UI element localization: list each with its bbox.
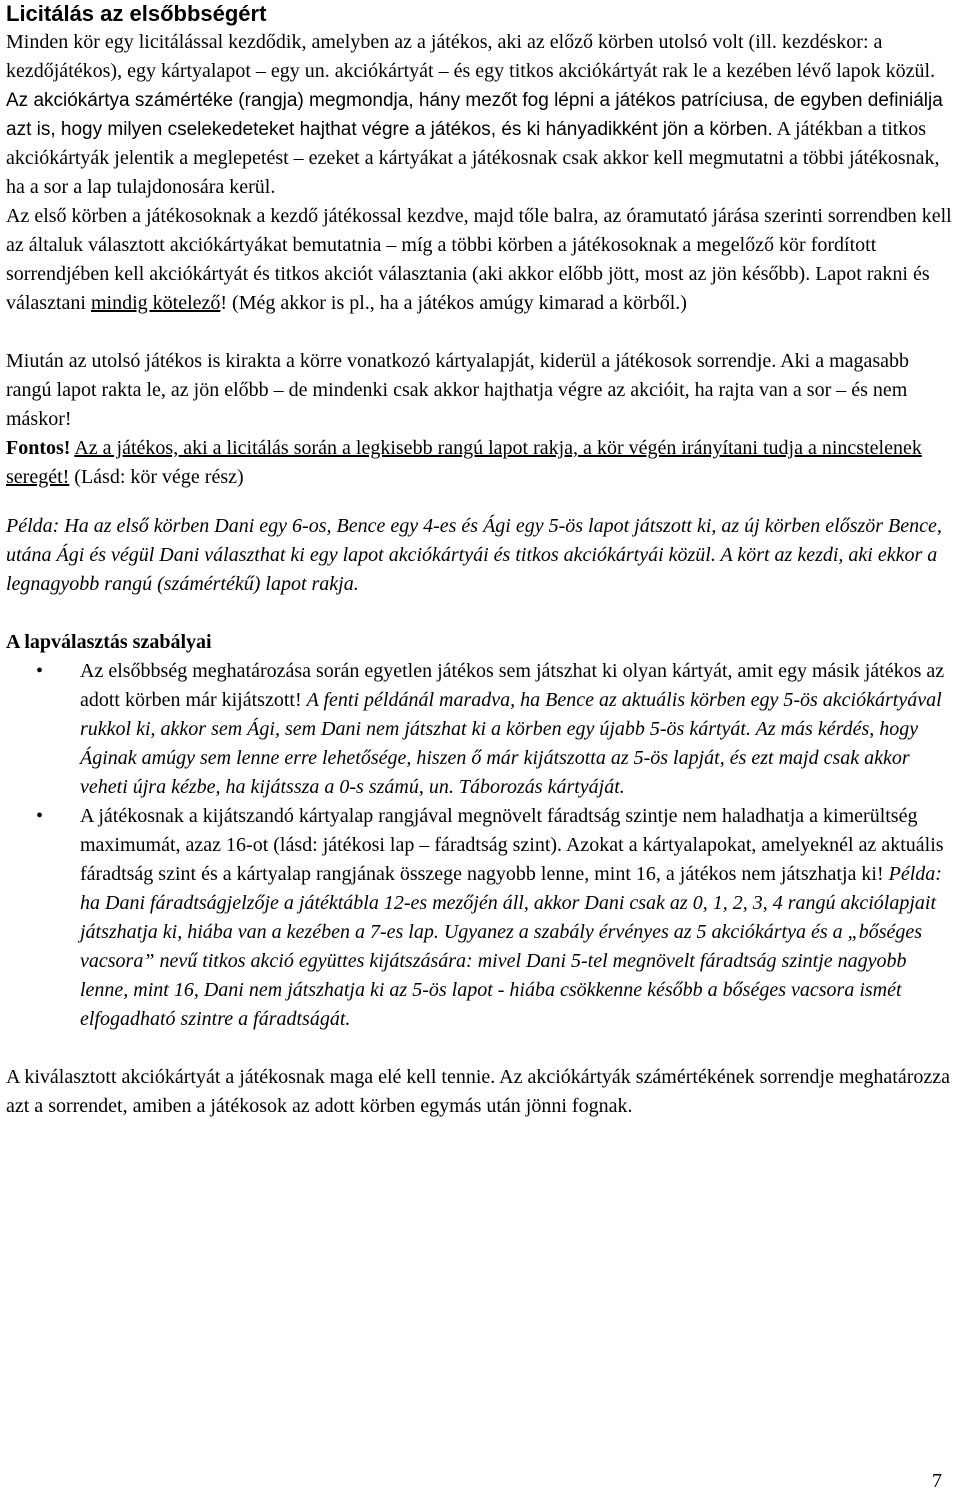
spacer: [6, 1034, 956, 1063]
closing-paragraph: A kiválasztott akciókártyát a játékosnak maga elé kell tennie. Az akciókártyák számértékének sorrendje meghatározza azt a sorrendet, amiben a játékosok az adott körben egymás után jönni fognak.: [6, 1066, 951, 1117]
paragraph-sequence: Miután az utolsó játékos is kirakta a körre vonatkozó kártyalapját, kiderül a játékosok sorrendje. Aki a magasabb rangú lapot rakta le, az jön előbb – de mindenki csak akkor hajthatja végre az akcióit, ha rajta van a sor – és nem máskor!: [6, 350, 910, 430]
mandatory-underlined: mindig kötelező: [90, 292, 221, 314]
document-page: [6, 0, 956, 1121]
list-item: [6, 657, 956, 802]
order-tail: ! (Még akkor is pl., ha a játékos amúgy kimarad a körből.): [220, 292, 687, 314]
bullet-icon: •: [36, 805, 44, 827]
example-paragraph: Példa: Ha az első körben Dani egy 6-os, Bence egy 4-es és Ági egy 5-ös lapot játszott ki, az új körben először Bence, utána Ági és végül Dani választhat ki egy lapot akciókártyái és titkos akciókártyái közül. A kört az kezdi, aki ekkor a legnagyobb rangú (számértékű) lapot rakja.: [6, 515, 942, 595]
intro-text: Minden kör egy licitálással kezdődik, amelyben az a játékos, aki az előző körben utolsó volt (ill. kezdéskor: a kezdőjátékos), egy kártyalapot – egy un. akciókártyát – és egy titkos akciókártyát rak le a kezében lévő lapok közül.: [6, 31, 936, 82]
spacer: [6, 318, 956, 347]
order-text: Az első körben a játékosoknak a kezdő játékossal kezdve, majd tőle balra, az óramutató járása szerinti sorrendben kell az általuk választott akciókártyákat bemutatnia – míg a többi körben a játékosoknak a megelőző kör fordított sorrendjében kell akciókártyát és titkos akciót választania (aki akkor előbb jött, most az jön később). Lapot rakni és választani: [6, 205, 952, 314]
spacer: [6, 599, 956, 628]
rule-example: Példa: ha Dani fáradtságjelzője a játéktábla 12-es mezőjén áll, akkor Dani csak az 0, 1, 2, 3, 4 rangú akciólapjait játszhatja ki, hiába van a kezében a 7-es lap. Ugyanez a szabály érvényes az 5 akciókártya és a „bőséges vacsora” nevű titkos akció együttes kijátszására: mivel Dani 5-tel megnövelt fáradtság szintje nagyobb lenne, mint 16, Dani nem játszhatja ki az 5-ös lapot - hiába csökkenne később a bőséges vacsora ismét elfogadható szintre a fáradtságát.: [80, 863, 942, 1030]
bullet-icon: •: [36, 660, 44, 682]
paragraph-order: [6, 202, 956, 318]
rules-list: [6, 657, 956, 1034]
secret-cards-text: A játékban a titkos akciókártyák jelentik a meglepetést – ezeket a kártyákat a játékosnak csak akkor kell megmutatni a többi játékosnak, ha a sor a lap tulajdonosára kerül.: [6, 118, 940, 198]
section-title: A lapválasztás szabályai: [6, 631, 212, 653]
important-tail: (Lásd: kör vége rész): [69, 466, 244, 488]
paragraph-intro: [6, 28, 956, 202]
rule-text: A játékosnak a kijátszandó kártyalap rangjával megnövelt fáradtság szintje nem haladhatja a kimerültség maximumát, azaz 16-ot (lásd: játékosi lap – fáradtság szint). Azokat a kártyalapokat, amelyeknél az aktuális fáradtság szint és a kártyalap rangjának összege nagyobb lenne, mint 16, a játékos nem játszhatja ki!: [80, 805, 944, 885]
rule-text: Az elsőbbség meghatározása során egyetlen játékos sem játszhat ki olyan kártyát, amit egy másik játékos az adott körben már kijátszott!: [80, 660, 945, 711]
rule-example: A fenti példánál maradva, ha Bence az aktuális körben egy 5-ös akciókártyával rukkol ki, akkor sem Ági, sem Dani nem játszhat ki a körben egy újabb 5-ös kártyát. Az más kérdés, hogy Áginak amúgy sem lenne erre lehetősége, hiszen ő már kijátszotta az 5-ös lapját, és ezt majd csak akkor veheti újra kézbe, ha kijátssza a 0-s számú, un. Táborozás kártyáját.: [80, 689, 942, 798]
important-underlined: Az a játékos, aki a licitálás során a legkisebb rangú lapot rakja, a kör végén irányítani tudja a nincstelenek seregét!: [6, 437, 922, 488]
list-item: [6, 802, 956, 1034]
important-label: Fontos!: [6, 437, 71, 459]
page-number: 7: [932, 1470, 942, 1492]
page-heading: Licitálás az elsőbbségért: [6, 1, 267, 26]
spacer: [6, 492, 956, 512]
paragraph-important: [6, 434, 956, 492]
rank-text: Az akciókártya számértéke (rangja) megmondja, hány mezőt fog lépni a játékos patríciusa, de egyben definiálja azt is, hogy milyen cselekedeteket hajthat végre a játékos, és ki hányadikként jön a körben.: [6, 90, 943, 140]
